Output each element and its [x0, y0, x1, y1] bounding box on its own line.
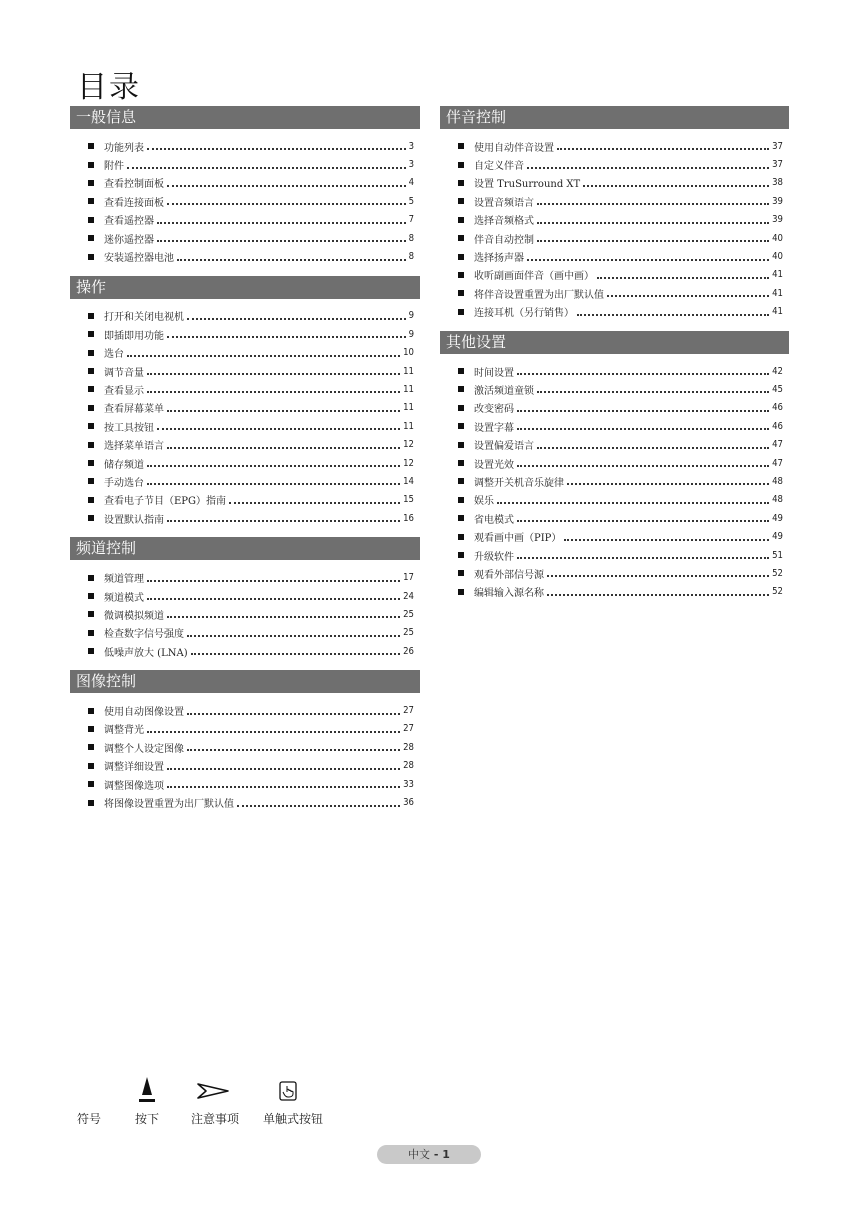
toc-entry [440, 229, 789, 247]
toc-entry-label: 连接耳机（另行销售） [474, 308, 574, 320]
toc-entry-page: 27 [403, 705, 414, 717]
dot-leader [167, 606, 400, 618]
square-bullet-icon [458, 405, 464, 411]
toc-entry-label: 选择菜单语言 [104, 441, 164, 453]
toc-entry-label: 调节音量 [104, 367, 144, 379]
toc-entry-page: 41 [772, 287, 783, 299]
toc-entry-label: 查看遥控器 [104, 216, 154, 228]
square-bullet-icon [88, 648, 94, 654]
square-bullet-icon [458, 534, 464, 540]
dot-leader [547, 565, 769, 577]
toc-entry-page: 15 [403, 494, 414, 506]
toc-entry-label: 查看屏幕菜单 [104, 404, 164, 416]
toc-entry [70, 793, 420, 811]
toc-entry-label: 升级软件 [474, 551, 514, 563]
toc-entry-label: 调整个人设定图像 [104, 743, 184, 755]
toc-entry-label: 省电模式 [474, 514, 514, 526]
toc-entry-label: 观看外部信号源 [474, 569, 544, 581]
toc-entry-label: 设置 TruSurround XT [474, 179, 581, 191]
square-bullet-icon [458, 423, 464, 429]
dot-leader [537, 193, 769, 205]
dot-leader [527, 157, 769, 169]
toc-entry-label: 选台 [104, 349, 124, 361]
square-bullet-icon [88, 744, 94, 750]
toc-entry-page: 8 [408, 232, 414, 244]
toc-entry-page: 10 [403, 347, 414, 359]
dot-leader [229, 492, 400, 504]
toc-entry [440, 417, 789, 435]
toc-entry-label: 设置默认指南 [104, 514, 164, 526]
dot-leader [157, 418, 400, 430]
toc-entry-label: 调整开关机音乐旋律 [474, 477, 564, 489]
square-bullet-icon [458, 143, 464, 149]
toc-entry-page: 40 [772, 251, 783, 263]
toc-entry-label: 选择音频格式 [474, 216, 534, 228]
toc-entry-page: 24 [403, 590, 414, 602]
toc-entry-label: 安装遥控器电池 [104, 253, 174, 265]
press-label: 按下 [135, 1112, 160, 1126]
toc-entry-label: 将伴音设置重置为出厂默认值 [474, 289, 604, 301]
toc-section [70, 537, 420, 660]
toc-entry-label: 观看画中画（PIP） [474, 533, 562, 545]
toc-entry-page: 11 [403, 365, 414, 377]
toc-entry [70, 757, 420, 775]
square-bullet-icon [88, 405, 94, 411]
square-bullet-icon [458, 552, 464, 558]
toc-entry-page: 9 [408, 310, 414, 322]
square-bullet-icon [88, 781, 94, 787]
dot-leader [527, 249, 769, 261]
square-bullet-icon [88, 331, 94, 337]
toc-entry-page: 40 [772, 232, 783, 244]
toc-entry-page: 36 [403, 797, 414, 809]
toc-entry-label: 查看电子节目（EPG）指南 [104, 496, 227, 508]
dot-leader [537, 212, 769, 224]
toc-list [70, 701, 420, 811]
toc-entry-page: 28 [403, 741, 414, 753]
square-bullet-icon [88, 630, 94, 636]
toc-entry [70, 247, 420, 265]
toc-entry-label: 改变密码 [474, 404, 514, 416]
toc-entry [70, 587, 420, 605]
dot-leader [147, 473, 400, 485]
dot-leader [187, 703, 400, 715]
one-touch-button-label: 单触式按钮 [263, 1112, 324, 1126]
square-bullet-icon [458, 272, 464, 278]
dot-leader [567, 473, 769, 485]
toc-entry [440, 284, 789, 302]
section-header: 其他设置 [440, 331, 789, 354]
toc-entry [70, 417, 420, 435]
toc-entry-page: 27 [403, 723, 414, 735]
toc-entry-page: 48 [772, 494, 783, 506]
toc-entry [440, 472, 789, 490]
toc-entry [440, 564, 789, 582]
dot-leader [597, 267, 769, 279]
toc-entry [70, 720, 420, 738]
toc-section [70, 106, 420, 266]
press-icon [138, 1076, 156, 1108]
toc-entry [70, 399, 420, 417]
toc-entry-page: 11 [403, 402, 414, 414]
toc-entry [70, 605, 420, 623]
square-bullet-icon [88, 313, 94, 319]
toc-entry-page: 45 [772, 383, 783, 395]
toc-entry-page: 42 [772, 365, 783, 377]
page-number-badge [377, 1145, 481, 1164]
toc-entry [440, 303, 789, 321]
toc-entry-page: 16 [403, 512, 414, 524]
toc-entry [440, 454, 789, 472]
square-bullet-icon [88, 254, 94, 260]
toc-entry [70, 229, 420, 247]
dot-leader [157, 230, 406, 242]
square-bullet-icon [458, 162, 464, 168]
toc-entry-label: 低噪声放大 (LNA) [104, 647, 188, 659]
toc-entry [70, 509, 420, 527]
toc-entry-label: 收听副画面伴音（画中画） [474, 271, 594, 283]
dot-leader [547, 584, 769, 596]
toc-entry [440, 155, 789, 173]
square-bullet-icon [458, 386, 464, 392]
toc-entry-label: 使用自动伴音设置 [474, 142, 554, 154]
toc-entry [70, 192, 420, 210]
square-bullet-icon [458, 235, 464, 241]
toc-entry-label: 使用自动图像设置 [104, 707, 184, 719]
toc-entry [440, 583, 789, 601]
square-bullet-icon [88, 763, 94, 769]
dot-leader [167, 175, 406, 187]
toc-entry-page: 28 [403, 760, 414, 772]
toc-entry [70, 435, 420, 453]
square-bullet-icon [458, 515, 464, 521]
toc-entry-page: 9 [408, 328, 414, 340]
footer-separator: - [430, 1148, 443, 1161]
toc-entry [440, 435, 789, 453]
toc-entry-label: 频道管理 [104, 574, 144, 586]
toc-entry-page: 3 [408, 159, 414, 171]
toc-entry [440, 211, 789, 229]
dot-leader [557, 138, 769, 150]
symbol-label: 符号 [77, 1112, 102, 1126]
toc-entry-page: 46 [772, 402, 783, 414]
toc-entry-page: 37 [772, 159, 783, 171]
square-bullet-icon [88, 575, 94, 581]
toc-entry-page: 48 [772, 475, 783, 487]
toc-entry [70, 380, 420, 398]
square-bullet-icon [88, 423, 94, 429]
one-touch-button-icon [279, 1081, 297, 1105]
toc-entry [70, 362, 420, 380]
toc-entry-label: 将图像设置重置为出厂默认值 [104, 799, 234, 811]
toc-entry-page: 52 [772, 586, 783, 598]
note-label: 注意事项 [191, 1112, 240, 1126]
dot-leader [537, 381, 769, 393]
toc-entry-label: 设置偏爱语言 [474, 441, 534, 453]
square-bullet-icon [88, 180, 94, 186]
square-bullet-icon [88, 235, 94, 241]
toc-entry-label: 检查数字信号强度 [104, 629, 184, 641]
dot-leader [187, 308, 406, 320]
square-bullet-icon [88, 708, 94, 714]
footer-page-number: 1 [442, 1148, 450, 1161]
dot-leader [167, 193, 406, 205]
toc-entry-page: 3 [408, 140, 414, 152]
toc-entry-label: 选择扬声器 [474, 253, 524, 265]
toc-entry-page: 49 [772, 512, 783, 524]
square-bullet-icon [458, 180, 464, 186]
toc-entry-page: 49 [772, 531, 783, 543]
toc-entry [70, 472, 420, 490]
toc-entry [70, 211, 420, 229]
toc-entry-page: 52 [772, 567, 783, 579]
toc-entry-label: 迷你遥控器 [104, 234, 154, 246]
toc-entry-page: 4 [408, 177, 414, 189]
toc-list [70, 307, 420, 528]
dot-leader [147, 721, 400, 733]
toc-entry-label: 储存频道 [104, 459, 144, 471]
dot-leader [147, 588, 400, 600]
square-bullet-icon [458, 460, 464, 466]
toc-entry-label: 娱乐 [474, 496, 494, 508]
dot-leader [537, 230, 769, 242]
square-bullet-icon [88, 350, 94, 356]
toc-entry-page: 5 [408, 195, 414, 207]
dot-leader [167, 510, 400, 522]
dot-leader [147, 138, 406, 150]
square-bullet-icon [88, 593, 94, 599]
toc-entry-label: 设置光效 [474, 459, 514, 471]
dot-leader [537, 437, 769, 449]
toc-entry-label: 按工具按钮 [104, 422, 154, 434]
dot-leader [237, 795, 400, 807]
section-header: 图像控制 [70, 670, 420, 693]
dot-leader [167, 437, 400, 449]
dot-leader [517, 510, 769, 522]
dot-leader [517, 400, 769, 412]
right-column [440, 106, 789, 611]
toc-entry [440, 491, 789, 509]
toc-entry [440, 527, 789, 545]
toc-entry-label: 查看显示 [104, 385, 144, 397]
left-column [70, 106, 420, 822]
square-bullet-icon [88, 143, 94, 149]
toc-entry [440, 399, 789, 417]
square-bullet-icon [458, 497, 464, 503]
toc-entry-label: 调整图像选项 [104, 780, 164, 792]
dot-leader [577, 304, 769, 316]
dot-leader [147, 570, 400, 582]
square-bullet-icon [458, 198, 464, 204]
toc-entry-page: 41 [772, 306, 783, 318]
dot-leader [167, 326, 406, 338]
square-bullet-icon [458, 290, 464, 296]
square-bullet-icon [88, 198, 94, 204]
dot-leader [191, 643, 401, 655]
dot-leader [127, 157, 406, 169]
toc-entry-label: 调整背光 [104, 725, 144, 737]
square-bullet-icon [88, 386, 94, 392]
section-header: 一般信息 [70, 106, 420, 129]
toc-list [70, 568, 420, 660]
toc-entry-label: 手动选台 [104, 477, 144, 489]
toc-entry [70, 491, 420, 509]
toc-entry-page: 47 [772, 439, 783, 451]
dot-leader [517, 363, 769, 375]
square-bullet-icon [88, 800, 94, 806]
dot-leader [517, 455, 769, 467]
toc-entry [70, 738, 420, 756]
toc-entry-page: 11 [403, 420, 414, 432]
toc-entry-page: 25 [403, 627, 414, 639]
dot-leader [187, 625, 400, 637]
dot-leader [517, 418, 769, 430]
toc-entry-page: 14 [403, 475, 414, 487]
toc-entry-label: 设置音频语言 [474, 197, 534, 209]
note-icon [197, 1083, 229, 1103]
toc-section [70, 670, 420, 811]
square-bullet-icon [458, 589, 464, 595]
dot-leader [167, 776, 400, 788]
toc-entry [70, 775, 420, 793]
toc-entry [440, 137, 789, 155]
square-bullet-icon [88, 515, 94, 521]
toc-entry-label: 微调模拟频道 [104, 610, 164, 622]
page-title: 目录 [77, 70, 141, 105]
toc-entry-label: 打开和关闭电视机 [104, 312, 184, 324]
toc-entry-label: 自定义伴音 [474, 161, 524, 173]
toc-entry [70, 568, 420, 586]
toc-entry [440, 380, 789, 398]
toc-entry-page: 37 [772, 140, 783, 152]
section-header: 操作 [70, 276, 420, 299]
square-bullet-icon [458, 368, 464, 374]
square-bullet-icon [458, 254, 464, 260]
toc-entry-page: 11 [403, 383, 414, 395]
section-header: 伴音控制 [440, 106, 789, 129]
toc-entry [70, 137, 420, 155]
toc-entry [70, 325, 420, 343]
toc-list [440, 137, 789, 321]
dot-leader [167, 400, 400, 412]
toc-entry [70, 155, 420, 173]
toc-entry-label: 频道模式 [104, 592, 144, 604]
toc-entry-page: 38 [772, 177, 783, 189]
toc-entry-page: 41 [772, 269, 783, 281]
footer-language: 中文 [408, 1148, 431, 1161]
dot-leader [147, 381, 400, 393]
toc-entry-label: 查看连接面板 [104, 197, 164, 209]
toc-entry [440, 362, 789, 380]
toc-entry-page: 47 [772, 457, 783, 469]
toc-entry-page: 7 [408, 214, 414, 226]
toc-entry-label: 功能列表 [104, 142, 144, 154]
toc-entry [70, 624, 420, 642]
toc-entry [440, 192, 789, 210]
square-bullet-icon [88, 478, 94, 484]
toc-entry-label: 编辑输入源名称 [474, 588, 544, 600]
toc-entry-page: 12 [403, 439, 414, 451]
toc-entry-label: 查看控制面板 [104, 179, 164, 191]
toc-entry-page: 8 [408, 251, 414, 263]
toc-entry-label: 即插即用功能 [104, 330, 164, 342]
dot-leader [497, 492, 769, 504]
square-bullet-icon [458, 309, 464, 315]
dot-leader [583, 175, 769, 187]
dot-leader [607, 285, 769, 297]
symbol-legend [0, 1076, 862, 1136]
section-header: 频道控制 [70, 537, 420, 560]
toc-entry-page: 39 [772, 195, 783, 207]
square-bullet-icon [88, 497, 94, 503]
square-bullet-icon [458, 478, 464, 484]
square-bullet-icon [88, 726, 94, 732]
toc-entry [440, 266, 789, 284]
square-bullet-icon [88, 442, 94, 448]
toc-entry [70, 344, 420, 362]
toc-entry [70, 642, 420, 660]
toc-entry-page: 51 [772, 549, 783, 561]
toc-section [440, 331, 789, 601]
toc-entry-page: 46 [772, 420, 783, 432]
dot-leader [147, 455, 400, 467]
toc-entry [440, 509, 789, 527]
toc-entry-page: 33 [403, 778, 414, 790]
toc-list [70, 137, 420, 266]
dot-leader [147, 363, 400, 375]
dot-leader [517, 547, 769, 559]
square-bullet-icon [88, 217, 94, 223]
dot-leader [127, 345, 400, 357]
toc-section [440, 106, 789, 321]
toc-entry-page: 26 [403, 645, 414, 657]
square-bullet-icon [88, 611, 94, 617]
dot-leader [157, 212, 406, 224]
toc-entry [440, 174, 789, 192]
toc-entry-label: 时间设置 [474, 367, 514, 379]
square-bullet-icon [88, 460, 94, 466]
square-bullet-icon [458, 570, 464, 576]
square-bullet-icon [458, 442, 464, 448]
toc-entry-page: 12 [403, 457, 414, 469]
toc-entry [70, 307, 420, 325]
toc-entry-label: 激活频道童锁 [474, 385, 534, 397]
square-bullet-icon [88, 162, 94, 168]
dot-leader [167, 758, 400, 770]
dot-leader [177, 249, 406, 261]
toc-section [70, 276, 420, 528]
toc-entry [70, 174, 420, 192]
dot-leader [187, 739, 400, 751]
toc-entry [70, 454, 420, 472]
toc-entry-page: 39 [772, 214, 783, 226]
toc-entry [440, 546, 789, 564]
toc-entry [440, 247, 789, 265]
dot-leader [564, 529, 769, 541]
square-bullet-icon [458, 217, 464, 223]
toc-entry-label: 设置字幕 [474, 422, 514, 434]
toc-entry-label: 伴音自动控制 [474, 234, 534, 246]
toc-entry-label: 附件 [104, 161, 124, 173]
toc-entry [70, 701, 420, 719]
toc-entry-label: 调整详细设置 [104, 762, 164, 774]
toc-entry-page: 25 [403, 608, 414, 620]
toc-entry-page: 17 [403, 572, 414, 584]
toc-list [440, 362, 789, 601]
square-bullet-icon [88, 368, 94, 374]
